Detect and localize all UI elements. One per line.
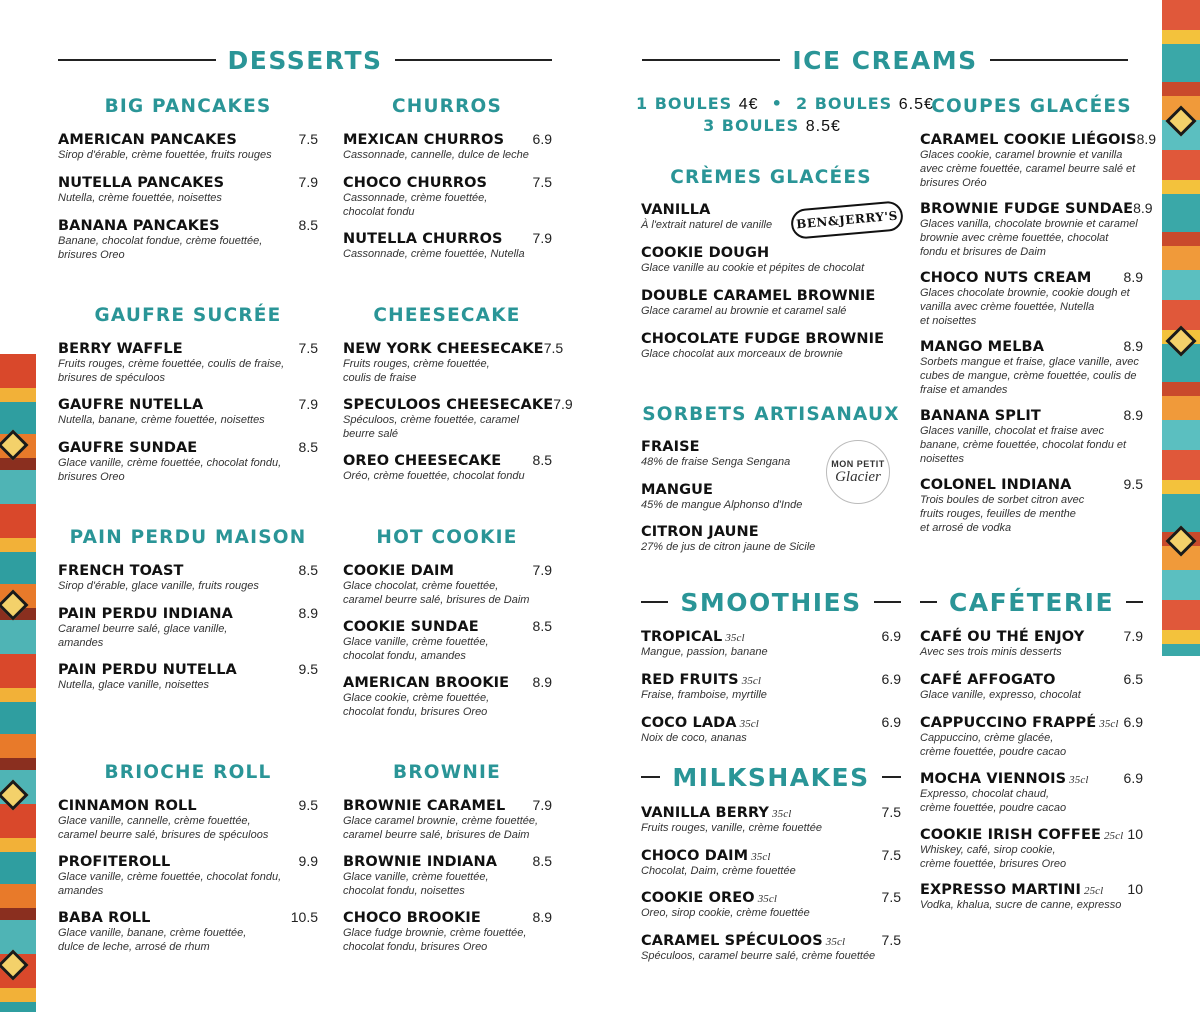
cremes-glacees-title: CRÈMES GLACÉES — [670, 167, 872, 188]
menu-item: AMERICAN PANCAKES 7.5 Sirop d'érable, crème fouettée, fruits rouges — [58, 131, 318, 161]
menu-item: NUTELLA CHURROS 7.9 Cassonnade, crème fouettée, Nutella — [343, 230, 552, 260]
menu-item: COCO LADA 35cl 6.9 Noix de coco, ananas — [641, 714, 901, 744]
menu-item: BERRY WAFFLE 7.5 Fruits rouges, crème fouettée, coulis de fraise, brisures de spéculoos — [58, 340, 318, 384]
menu-item: PAIN PERDU INDIANA 8.9 Caramel beurre salé, glace vanille, amandes — [58, 605, 318, 649]
menu-item: VANILLA BERRY 35cl 7.5 Fruits rouges, vanille, crème fouettée — [641, 804, 901, 834]
ben-jerrys-logo: BEN&JERRY'S — [790, 200, 904, 240]
menu-item: CAFÉ AFFOGATO 6.5 Glace vanille, expresso, chocolat — [920, 671, 1143, 701]
menu-item: NUTELLA PANCAKES 7.9 Nutella, crème fouettée, noisettes — [58, 174, 318, 204]
desserts-heading: DESSERTS — [58, 44, 552, 76]
ice-creams-heading: ICE CREAMS — [642, 44, 1128, 76]
menu-item: BROWNIE CARAMEL 7.9 Glace caramel brownie, crème fouettée, caramel beurre salé, brisures de Daim — [343, 797, 552, 841]
big-pancakes-title: BIG PANCAKES — [104, 96, 272, 117]
menu-item: COOKIE DOUGH Glace vanille au cookie et pépites de chocolat — [641, 245, 865, 274]
diamond-pattern-icon — [1165, 105, 1196, 136]
scoop-prices-line2: 3 BOULES 8.5€ — [703, 116, 841, 135]
decorative-stripe-right — [1162, 0, 1200, 656]
diamond-pattern-icon — [0, 949, 29, 980]
menu-item: MEXICAN CHURROS 6.9 Cassonnade, cannelle, dulce de leche — [343, 131, 552, 161]
menu-item: CHOCOLATE FUDGE BROWNIE Glace chocolat aux morceaux de brownie — [641, 331, 885, 360]
menu-item: COOKIE OREO 35cl 7.5 Oreo, sirop cookie, crème fouettée — [641, 889, 901, 919]
churros-title: CHURROS — [391, 96, 503, 117]
heading-rule — [642, 59, 780, 61]
sorbets-title: SORBETS ARTISANAUX — [642, 404, 900, 425]
menu-item: CHOCO DAIM 35cl 7.5 Chocolat, Daim, crème fouettée — [641, 847, 901, 877]
cafeterie-heading: CAFÉTERIE — [920, 586, 1143, 618]
heading-rule — [58, 59, 216, 61]
menu-item: DOUBLE CARAMEL BROWNIE Glace caramel au brownie et caramel salé — [641, 288, 876, 317]
heading-rule — [641, 601, 668, 603]
menu-item: OREO CHEESECAKE 8.5 Oréo, crème fouettée, chocolat fondu — [343, 452, 552, 482]
menu-item: MOCHA VIENNOIS 35cl 6.9 Expresso, chocolat chaud, crème fouettée, poudre cacao — [920, 770, 1143, 814]
brownie-title: BROWNIE — [393, 762, 501, 783]
menu-item: TROPICAL 35cl 6.9 Mangue, passion, banane — [641, 628, 901, 658]
menu-item: SPECULOOS CHEESECAKE 7.9 Spéculoos, crème fouettée, caramel beurre salé — [343, 396, 573, 440]
menu-item: NEW YORK CHEESECAKE 7.5 Fruits rouges, crème fouettée, coulis de fraise — [343, 340, 564, 384]
menu-item: COLONEL INDIANA 9.5 Trois boules de sorbet citron avec fruits rouges, feuilles de menthe et arrosé de vodka — [920, 476, 1143, 534]
heading-rule — [882, 776, 901, 778]
milkshakes-heading: MILKSHAKES — [641, 761, 901, 793]
heading-rule — [920, 601, 937, 603]
menu-item: FRENCH TOAST 8.5 Sirop d'érable, glace vanille, fruits rouges — [58, 562, 318, 592]
menu-item: CARAMEL SPÉCULOOS 35cl 7.5 Spéculoos, caramel beurre salé, crème fouettée — [641, 932, 901, 962]
menu-item: MANGO MELBA 8.9 Sorbets mangue et fraise, glace vanille, avec cubes de mangue, crème fouettée, coulis de fraise et amandes — [920, 338, 1143, 396]
heading-rule — [990, 59, 1128, 61]
menu-item: BANANA SPLIT 8.9 Glaces vanille, chocolat et fraise avec banane, crème fouettée, chocolat fondu et noisettes — [920, 407, 1143, 465]
menu-item: PAIN PERDU NUTELLA 9.5 Nutella, glace vanille, noisettes — [58, 661, 318, 691]
heading-rule — [874, 601, 901, 603]
coupes-glacees-title: COUPES GLACÉES — [931, 96, 1132, 117]
menu-item: COOKIE IRISH COFFEE 25cl 10 Whiskey, café, sirop cookie, crème fouettée, brisures Oreo — [920, 826, 1143, 870]
menu-item: BROWNIE INDIANA 8.5 Glace vanille, crème fouettée, chocolat fondu, noisettes — [343, 853, 552, 897]
menu-item: CHOCO NUTS CREAM 8.9 Glaces chocolate brownie, cookie dough et vanilla avec crème fouettée, Nutella et noisettes — [920, 269, 1143, 327]
gaufre-title: GAUFRE SUCRÉE — [94, 305, 282, 326]
diamond-pattern-icon — [1165, 325, 1196, 356]
menu-item: CAPPUCCINO FRAPPÉ 35cl 6.9 Cappuccino, crème glacée, crème fouettée, poudre cacao — [920, 714, 1143, 758]
menu-item: CHOCO BROOKIE 8.9 Glace fudge brownie, crème fouettée, chocolat fondu, brisures Oreo — [343, 909, 552, 953]
smoothies-heading: SMOOTHIES — [641, 586, 901, 618]
menu-item: COOKIE SUNDAE 8.5 Glace vanille, crème fouettée, chocolat fondu, amandes — [343, 618, 552, 662]
menu-item: COOKIE DAIM 7.9 Glace chocolat, crème fouettée, caramel beurre salé, brisures de Daim — [343, 562, 552, 606]
menu-item: CITRON JAUNE 27% de jus de citron jaune de Sicile — [641, 524, 816, 553]
menu-item: BROWNIE FUDGE SUNDAE 8.9 Glaces vanilla, chocolate brownie et caramel brownie avec crème fouettée, chocolat fondu et brisures de Daim — [920, 200, 1153, 258]
heading-rule — [641, 776, 660, 778]
menu-item: CHOCO CHURROS 7.5 Cassonnade, crème fouettée, chocolat fondu — [343, 174, 552, 218]
menu-item: EXPRESSO MARTINI 25cl 10 Vodka, khalua, sucre de canne, expresso — [920, 881, 1143, 911]
diamond-pattern-icon — [0, 589, 29, 620]
brioche-title: BRIOCHE ROLL — [104, 762, 272, 783]
decorative-stripe-left — [0, 354, 36, 1012]
menu-item: RED FRUITS 35cl 6.9 Fraise, framboise, myrtille — [641, 671, 901, 701]
diamond-pattern-icon — [0, 779, 29, 810]
menu-item: CINNAMON ROLL 9.5 Glace vanille, cannelle, crème fouettée, caramel beurre salé, brisures de spéculoos — [58, 797, 318, 841]
menu-item: VANILLA À l'extrait naturel de vanille — [641, 202, 773, 231]
menu-item: CARAMEL COOKIE LIÉGOIS 8.9 Glaces cookie, caramel brownie et vanilla avec crème fouettée, caramel beurre salé et brisures Oréo — [920, 131, 1157, 189]
heading-rule — [395, 59, 553, 61]
mon-petit-glacier-logo: MON PETIT Glacier — [826, 440, 890, 504]
menu-item: BABA ROLL 10.5 Glace vanille, banane, crème fouettée, dulce de leche, arrosé de rhum — [58, 909, 318, 953]
cheesecake-title: CHEESECAKE — [373, 305, 521, 326]
heading-rule — [1126, 601, 1143, 603]
pain-perdu-title: PAIN PERDU MAISON — [69, 527, 307, 548]
menu-item: PROFITEROLL 9.9 Glace vanille, crème fouettée, chocolat fondu, amandes — [58, 853, 318, 897]
menu-item: GAUFRE SUNDAE 8.5 Glace vanille, crème fouettée, chocolat fondu, brisures Oreo — [58, 439, 318, 483]
menu-item: CAFÉ OU THÉ ENJOY 7.9 Avec ses trois minis desserts — [920, 628, 1143, 658]
menu-item: BANANA PANCAKES 8.5 Banane, chocolat fondue, crème fouettée, brisures Oreo — [58, 217, 318, 261]
menu-item: MANGUE 45% de mangue Alphonso d'Inde — [641, 482, 803, 511]
diamond-pattern-icon — [1165, 525, 1196, 556]
scoop-prices-line1: 1 BOULES 4€ • 2 BOULES 6.5€ — [636, 94, 934, 113]
diamond-pattern-icon — [0, 429, 29, 460]
menu-item: GAUFRE NUTELLA 7.9 Nutella, banane, crème fouettée, noisettes — [58, 396, 318, 426]
menu-item: FRAISE 48% de fraise Senga Sengana — [641, 439, 791, 468]
menu-item: AMERICAN BROOKIE 8.9 Glace cookie, crème fouettée, chocolat fondu, brisures Oreo — [343, 674, 552, 718]
hot-cookie-title: HOT COOKIE — [376, 527, 518, 548]
